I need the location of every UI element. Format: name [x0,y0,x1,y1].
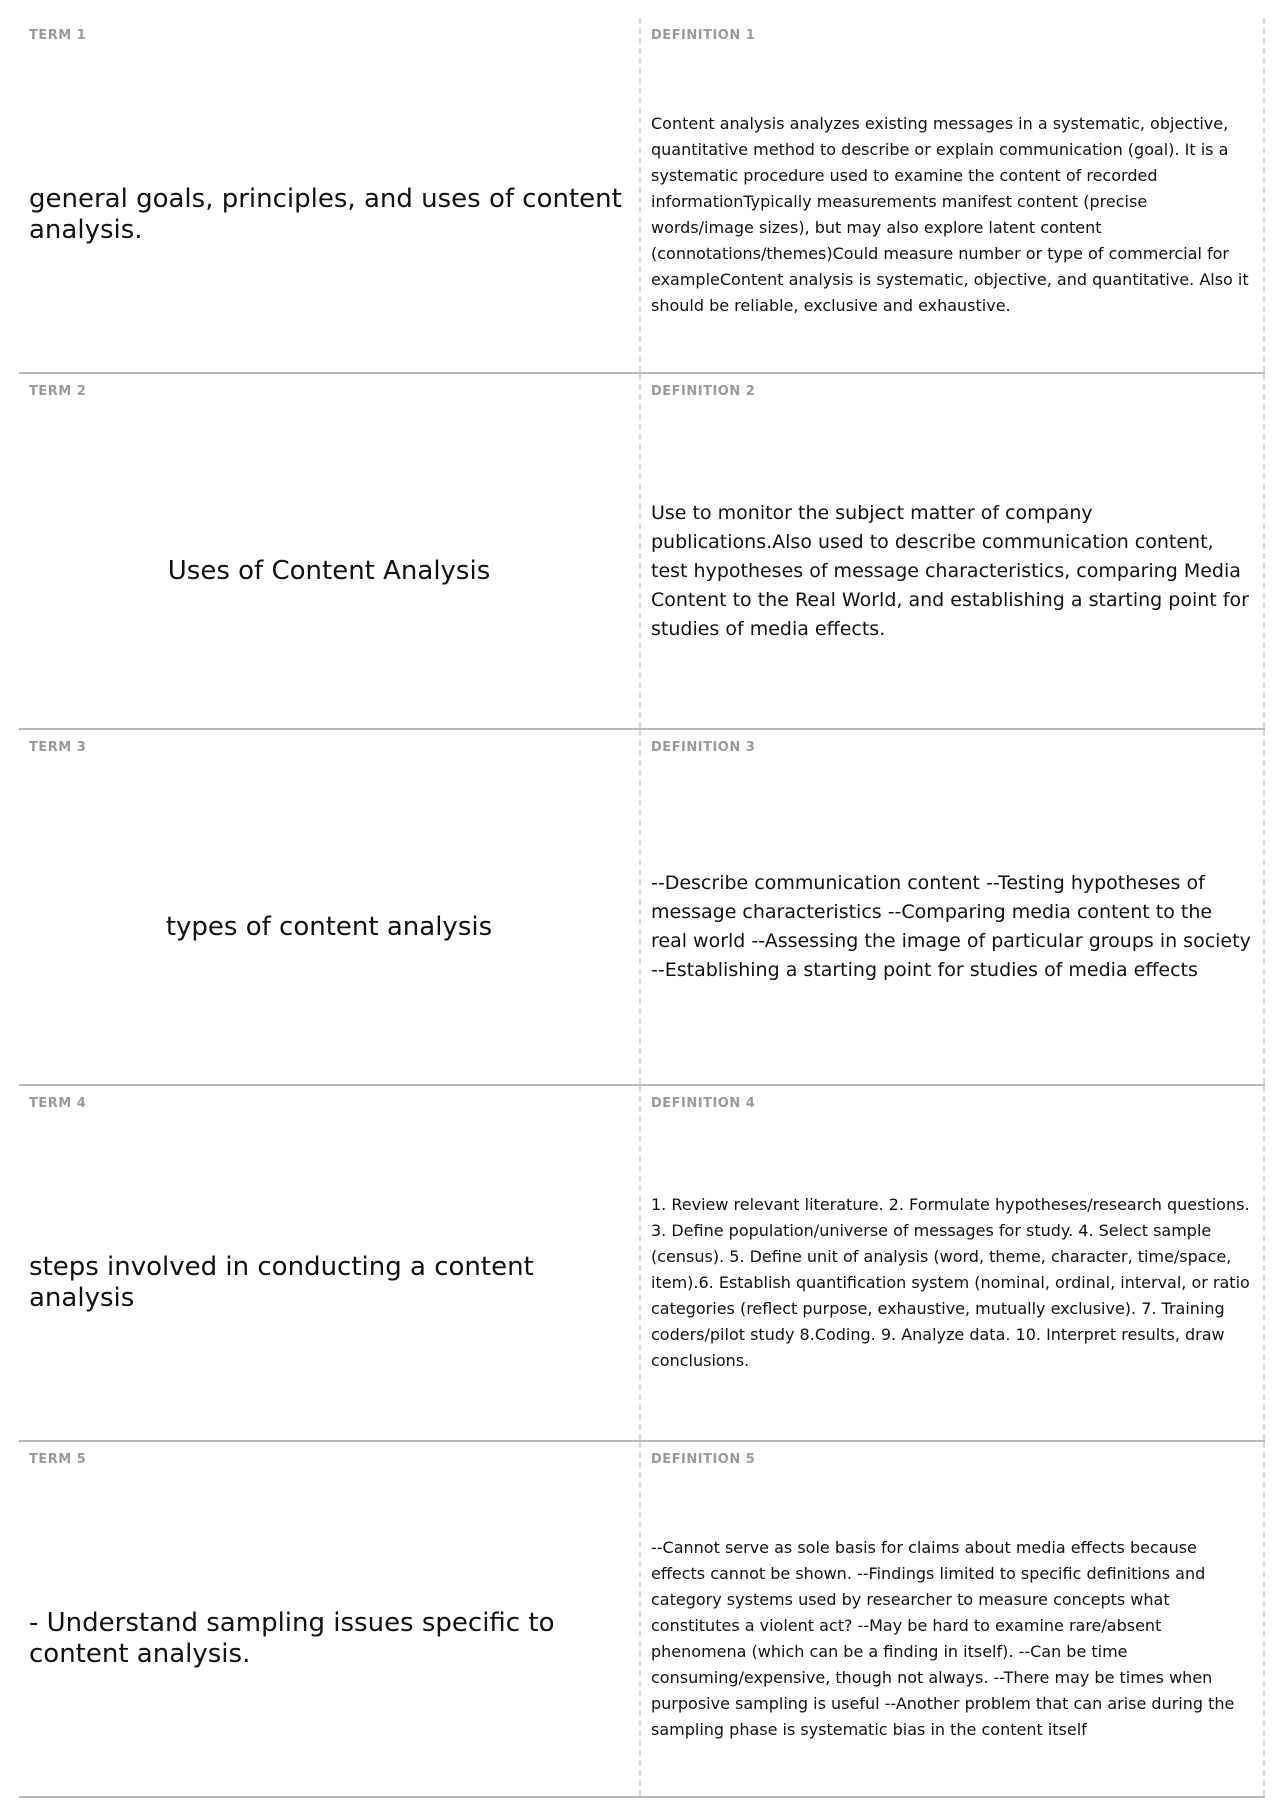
definition-label: DEFINITION 2 [651,384,756,399]
definition-label: DEFINITION 1 [651,28,756,43]
definition-label: DEFINITION 4 [651,1096,756,1111]
term-label: TERM 4 [29,1096,87,1111]
definition-cell [641,730,1265,1084]
term-cell [19,1086,641,1440]
flashcard-row [19,1086,1265,1442]
term-label: TERM 5 [29,1452,87,1467]
definition-text: --Describe communication content --Testing hypotheses of message characteristics --Comparing media content to the real world --Assessing the image of particular groups in society --Establishing a starting point for studies of media effects [651,872,1251,981]
definition-text: 1. Review relevant literature. 2. Formulate hypotheses/research questions. 3. Define population/universe of messages for study. 4. Select sample (census). 5. Define unit of analysis (word, theme, character, time/space, item).6. Establish quantification system (nominal, ordinal, interval, or ratio categories (reflect purpose, exhaustive, mutually exclusive). 7. Training coders/pilot study 8.Coding. 9. Analyze data. 10. Interpret results, draw conclusions. [651,1195,1250,1370]
term-label: TERM 3 [29,740,87,755]
definition-label: DEFINITION 3 [651,740,756,755]
flashcard-row [19,18,1265,374]
definition-cell [641,1442,1265,1796]
term-text: general goals, principles, and uses of content analysis. [29,184,622,245]
term-cell [19,374,641,728]
definition-label: DEFINITION 5 [651,1452,756,1467]
definition-text: Use to monitor the subject matter of company publications.Also used to describe communication content, test hypotheses of message characteristics, comparing Media Content to the Real World, and establishing a starting point for studies of media effects. [651,501,1249,640]
definition-text: Content analysis analyzes existing messages in a systematic, objective, quantitative method to describe or explain communication (goal). It is a systematic procedure used to examine the content of recorded informationTypically measurements manifest content (precise words/image sizes), but may also explore latent content (connotations/themes)Could measure number or type of commercial for exampleContent analysis is systematic, objective, and quantitative. Also it should be reliable, exclusive and exhaustive. [651,114,1249,315]
term-text: - Understand sampling issues specific to content analysis. [29,1608,555,1669]
term-text: steps involved in conducting a content analysis [29,1252,534,1313]
definition-text: --Cannot serve as sole basis for claims about media effects because effects cannot be shown. --Findings limited to specific definitions and category systems used by researcher to measure concepts what constitutes a violent act? --May be hard to examine rare/absent phenomena (which can be a finding in itself). --Can be time consuming/expensive, though not always. --There may be times when purposive sampling is useful --Another problem that can arise during the sampling phase is systematic bias in the content itself [651,1538,1235,1739]
flashcard-row [19,730,1265,1086]
term-cell [19,1442,641,1796]
term-cell [19,730,641,1084]
term-text: types of content analysis [165,911,493,942]
flashcard-sheet [19,18,1265,1798]
flashcard-row [19,1442,1265,1798]
term-label: TERM 2 [29,384,87,399]
term-cell [19,18,641,372]
flashcard-row [19,374,1265,730]
term-text: Uses of Content Analysis [167,555,491,586]
definition-cell [641,374,1265,728]
definition-cell [641,1086,1265,1440]
term-label: TERM 1 [29,28,87,43]
definition-cell [641,18,1265,372]
